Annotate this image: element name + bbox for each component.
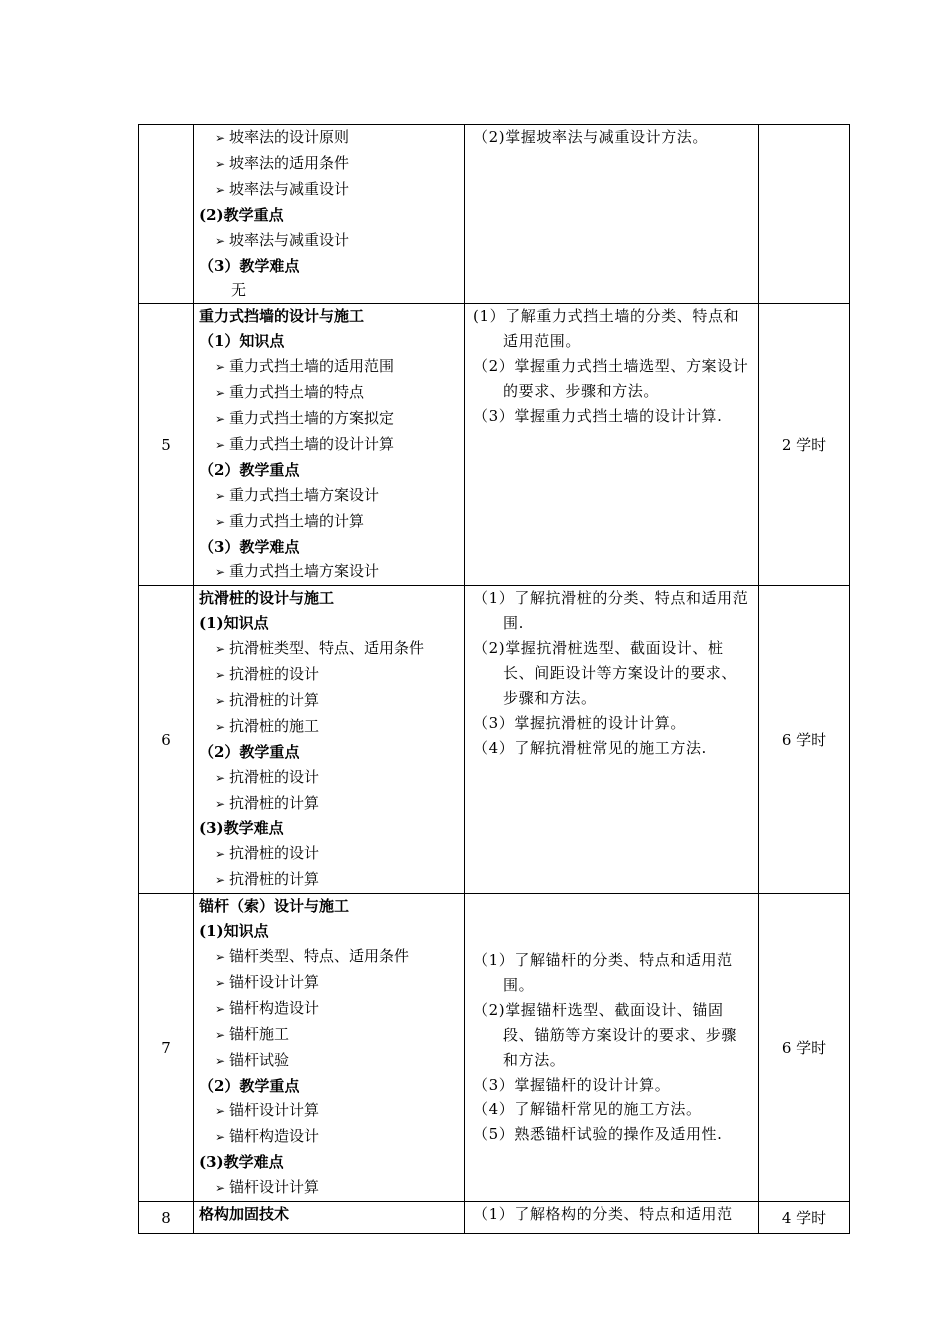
list-item	[199, 483, 460, 509]
list-item	[199, 354, 460, 380]
arrow-bullet-icon: ➢	[215, 1001, 226, 1016]
item-text: (1)知识点	[199, 614, 269, 633]
item-text: 重力式挡土墙的方案拟定	[229, 408, 395, 427]
item-text: 锚杆构造设计	[229, 1127, 320, 1146]
arrow-bullet-icon: ➢	[215, 131, 226, 145]
objective-item: （5）熟悉锚杆试验的操作及适用性.	[473, 1125, 723, 1144]
objective-item: （3）掌握锚杆的设计计算。	[473, 1075, 671, 1094]
arrow-bullet-icon: ➢	[215, 1130, 226, 1145]
list-item	[199, 151, 460, 177]
arrow-bullet-icon: ➢	[215, 1104, 226, 1119]
objectives-cell	[465, 304, 759, 586]
list-item	[199, 1175, 460, 1201]
arrow-bullet-icon: ➢	[215, 873, 226, 888]
item-text: 锚杆设计计算	[229, 972, 320, 991]
item-text: 抗滑桩的计算	[229, 793, 320, 812]
table-row	[139, 1202, 850, 1234]
section-heading	[199, 740, 460, 765]
section-heading	[199, 458, 460, 483]
objective-item: (1）了解重力式挡土墙的分类、特点和适用范围。	[473, 307, 740, 351]
list-item	[199, 1124, 460, 1150]
objective-item: （3）掌握抗滑桩的设计计算。	[473, 713, 686, 732]
content-cell	[194, 586, 465, 894]
arrow-bullet-icon: ➢	[215, 156, 226, 171]
objectives-cell	[465, 586, 759, 894]
item-text: 锚杆设计计算	[229, 1101, 320, 1120]
arrow-bullet-icon: ➢	[215, 411, 226, 426]
list-item	[199, 791, 460, 817]
section-heading	[199, 611, 460, 636]
list-item	[199, 765, 460, 791]
objective-item: （4）了解锚杆常见的施工方法。	[473, 1100, 702, 1119]
content-cell	[194, 125, 465, 304]
arrow-bullet-icon: ➢	[215, 975, 226, 990]
item-text: 重力式挡土墙的设计计算	[229, 434, 395, 453]
section-heading	[199, 919, 460, 944]
item-text: 抗滑桩的施工	[229, 716, 320, 735]
table-row	[139, 894, 850, 1202]
list-item	[199, 432, 460, 458]
list-item	[199, 996, 460, 1022]
list-item	[199, 1022, 460, 1048]
content-cell	[194, 894, 465, 1202]
item-text: 重力式挡墙的设计与施工	[199, 307, 365, 326]
section-heading	[199, 1074, 460, 1099]
item-text: 重力式挡土墙的特点	[229, 383, 365, 402]
list-item	[199, 867, 460, 893]
item-text: 重力式挡土墙方案设计	[229, 562, 380, 581]
hours-cell: 4 学时	[759, 1202, 850, 1234]
list-item	[199, 714, 460, 740]
arrow-bullet-icon: ➢	[215, 1053, 226, 1068]
syllabus-table	[138, 124, 850, 1234]
hours-cell	[759, 125, 850, 304]
objectives-cell	[465, 1202, 759, 1234]
list-item	[199, 841, 460, 867]
arrow-bullet-icon: ➢	[215, 847, 226, 862]
item-text: 抗滑桩的计算	[229, 870, 320, 889]
arrow-bullet-icon: ➢	[215, 233, 226, 248]
list-item	[199, 177, 460, 203]
item-text: 坡率法的适用条件	[229, 153, 350, 172]
item-text: （3）教学难点	[199, 537, 300, 556]
table-row	[139, 586, 850, 894]
section-heading	[199, 1202, 460, 1227]
hours-cell: 6 学时	[759, 586, 850, 894]
objective-item: （1）了解格构的分类、特点和适用范	[473, 1205, 733, 1224]
list-item	[199, 406, 460, 432]
arrow-bullet-icon: ➢	[215, 565, 226, 580]
objective-item: （4）了解抗滑桩常见的施工方法.	[473, 738, 707, 757]
objective-item: （2）掌握重力式挡土墙选型、方案设计的要求、步骤和方法。	[473, 357, 749, 401]
list-item	[199, 125, 460, 151]
arrow-bullet-icon: ➢	[215, 770, 226, 785]
item-text: 锚杆（索）设计与施工	[199, 897, 350, 916]
objective-item: （2)掌握坡率法与减重设计方法。	[473, 128, 708, 146]
list-item	[199, 1098, 460, 1124]
list-item	[199, 944, 460, 970]
arrow-bullet-icon: ➢	[215, 488, 226, 503]
list-item	[199, 509, 460, 535]
item-text: 坡率法与减重设计	[229, 230, 350, 249]
section-heading	[199, 535, 460, 560]
content-cell	[194, 1202, 465, 1234]
content-cell	[194, 304, 465, 586]
item-text: 抗滑桩的设计	[229, 844, 320, 863]
list-item	[199, 636, 460, 662]
objective-item: （2)掌握抗滑桩选型、截面设计、桩长、间距设计等方案设计的要求、步骤和方法。	[473, 639, 738, 707]
item-text: (1)知识点	[199, 922, 269, 941]
item-text: (3)教学难点	[199, 819, 284, 838]
lesson-number: 7	[139, 894, 194, 1202]
item-text: 锚杆试验	[229, 1050, 290, 1069]
list-item	[199, 1048, 460, 1074]
objective-item: （3）掌握重力式挡土墙的设计计算.	[473, 406, 723, 425]
item-text: 重力式挡土墙的计算	[229, 511, 365, 530]
arrow-bullet-icon: ➢	[215, 514, 226, 529]
item-text: （2）教学重点	[199, 460, 300, 479]
lesson-number: 5	[139, 304, 194, 586]
list-item	[199, 228, 460, 254]
item-text: 锚杆施工	[229, 1024, 290, 1043]
item-text: 抗滑桩的设计	[229, 767, 320, 786]
objectives-cell	[465, 894, 759, 1202]
item-text: （1）知识点	[199, 332, 285, 351]
item-text: (2)教学重点	[199, 205, 284, 224]
objective-item: （2)掌握锚杆选型、截面设计、锚固段、锚筋等方案设计的要求、步骤和方法。	[473, 1000, 738, 1069]
arrow-bullet-icon: ➢	[215, 360, 226, 375]
arrow-bullet-icon: ➢	[215, 668, 226, 683]
item-text: 坡率法的设计原则	[229, 128, 350, 146]
list-item	[199, 688, 460, 714]
arrow-bullet-icon: ➢	[215, 1027, 226, 1042]
objectives-cell	[465, 125, 759, 304]
arrow-bullet-icon: ➢	[215, 950, 226, 964]
item-text: 抗滑桩的设计	[229, 665, 320, 684]
item-text: 无	[231, 281, 247, 300]
list-item	[199, 559, 460, 585]
section-heading	[199, 816, 460, 841]
section-heading	[199, 894, 460, 919]
list-item	[199, 970, 460, 996]
item-text: 抗滑桩的计算	[229, 690, 320, 709]
lesson-number	[139, 125, 194, 304]
arrow-bullet-icon: ➢	[215, 642, 226, 657]
arrow-bullet-icon: ➢	[215, 796, 226, 811]
item-text: （2）教学重点	[199, 1076, 300, 1095]
item-text: 抗滑桩的设计与施工	[199, 589, 335, 608]
hours-cell: 2 学时	[759, 304, 850, 586]
arrow-bullet-icon: ➢	[215, 437, 226, 452]
table-row	[139, 125, 850, 304]
arrow-bullet-icon: ➢	[215, 386, 226, 401]
list-item	[199, 278, 460, 303]
list-item	[199, 662, 460, 688]
hours-cell: 6 学时	[759, 894, 850, 1202]
item-text: 坡率法与减重设计	[229, 179, 350, 198]
item-text: （3）教学难点	[199, 256, 300, 275]
objective-item: （1）了解抗滑桩的分类、特点和适用范围.	[473, 589, 749, 633]
item-text: 抗滑桩类型、特点、适用条件	[229, 639, 425, 658]
list-item	[199, 380, 460, 406]
section-heading	[199, 203, 460, 228]
item-text: 重力式挡土墙方案设计	[229, 485, 380, 504]
item-text: 重力式挡土墙的适用范围	[229, 357, 395, 376]
arrow-bullet-icon: ➢	[215, 1181, 226, 1196]
arrow-bullet-icon: ➢	[215, 693, 226, 708]
section-heading	[199, 1150, 460, 1175]
lesson-number: 8	[139, 1202, 194, 1234]
item-text: 锚杆类型、特点、适用条件	[229, 947, 410, 965]
section-heading	[199, 254, 460, 279]
item-text: 锚杆设计计算	[229, 1178, 320, 1197]
item-text: 锚杆构造设计	[229, 998, 320, 1017]
table-row	[139, 304, 850, 586]
section-heading	[199, 329, 460, 354]
arrow-bullet-icon: ➢	[215, 182, 226, 197]
item-text: 格构加固技术	[199, 1205, 290, 1224]
item-text: （2）教学重点	[199, 742, 300, 761]
section-heading	[199, 304, 460, 329]
section-heading	[199, 586, 460, 611]
lesson-number: 6	[139, 586, 194, 894]
arrow-bullet-icon: ➢	[215, 719, 226, 734]
item-text: (3)教学难点	[199, 1153, 284, 1172]
objective-item: （1）了解锚杆的分类、特点和适用范围。	[473, 951, 733, 994]
